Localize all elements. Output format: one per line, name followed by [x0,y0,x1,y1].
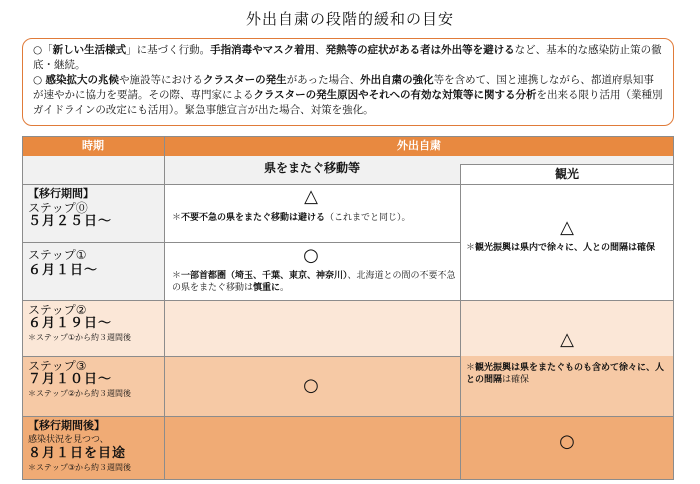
note-text: ○「 [33,44,53,56]
note-emphasis: 観光振興は県内で徐々に、人との間隔は確保 [475,243,656,253]
note-text: 」に基づく行動。 [126,44,211,56]
note-emphasis: 感染拡大の兆候 [45,74,119,86]
note-text: 。 [280,283,290,293]
note-emphasis: 不要不急の県をまたぐ移動は避ける [181,213,326,223]
note-text: ○ [33,74,46,86]
header-tourism: 観光 [554,167,579,181]
note-text: （これまでと同じ）。 [325,213,411,223]
period-note: ＊ステップ③から約３週間後 [28,463,132,472]
circle-symbol: ○ [303,245,319,266]
note-text: ＊ [172,271,182,281]
period-date: ６月１９日～ [28,316,113,331]
note-emphasis: 外出自粛の強化 [360,74,434,86]
period-date: ７月１０日～ [28,372,113,387]
note-emphasis: クラスターの発生原因やそれへの有効な対策等に関する分析 [253,89,537,101]
header-cross-pref: 県をまたぐ移動等 [263,161,360,175]
cross-step0-note [172,212,456,224]
period-step0 [22,184,164,242]
grid-line [164,136,165,480]
note-emphasis: 発熱等の症状がある者は外出等を避ける [325,44,515,56]
period-step2 [22,300,164,356]
guidelines-box [22,38,674,126]
note-emphasis: 慎重に [253,283,281,293]
note-text: 、 [315,44,326,56]
note-text: ＊ [466,243,476,253]
triangle-symbol: △ [560,329,574,350]
circle-symbol: ○ [303,375,319,396]
note-emphasis: 新しい生活様式 [52,44,127,56]
note-text: 、北海道との間の不要不急の県をまたぐ移動は [172,271,456,293]
note-text: や施設等における [119,74,203,86]
note-text: は確保 [502,375,530,385]
cross-step1-note [172,270,456,294]
triangle-symbol: △ [560,217,574,238]
guideline-basic [33,43,663,73]
grid-line [673,136,674,480]
page-title: 外出自粛の段階的緩和の目安 [245,10,454,28]
period-step3 [22,356,164,416]
tourism-step23-note [466,362,670,386]
note-text: 等を含めて、国と連携しながら、都道府県知事が速やかに協力を要請。その際、専門家による [33,74,654,101]
period-sub: 感染状況を見つつ、 [28,435,109,445]
period-step1 [22,242,164,300]
note-emphasis: 手指消毒やマスク着用 [210,44,316,56]
header-period: 時期 [22,136,164,156]
tourism-step01-note [466,242,670,254]
relaxation-table [22,136,674,480]
note-text: があった場合、 [286,74,361,86]
guideline-cluster [33,73,663,118]
period-note: ＊ステップ②から約３週間後 [28,389,132,398]
period-bracket: 【移行期間】 [28,187,94,200]
grid-line [460,164,674,165]
note-emphasis: 観光振興は県をまたぐものも含めて徐々に、人との間隔 [466,363,665,385]
note-text: ＊ [172,213,182,223]
period-after [22,416,164,480]
circle-symbol: ○ [559,431,575,452]
grid-line [22,136,674,137]
period-date: ５月２５日～ [28,214,113,229]
period-note: ＊ステップ①から約３週間後 [28,333,132,342]
grid-line [460,164,461,480]
period-step: ステップ② [28,303,87,317]
period-bracket: 【移行期間後】 [28,419,105,432]
note-emphasis: クラスターの発生 [203,74,287,86]
period-step: ステップ⓪ [28,201,88,215]
note-text: を出来る限り活用（業種別ガイドラインの改定にも活用）。緊急事態宣言が出た場合、対策を強化。 [33,89,663,116]
period-step: ステップ① [28,248,87,262]
note-text: など、基本的な感染防止策の徹底・継続。 [33,44,662,71]
note-text: ＊ [466,363,476,373]
period-date: ８月１日を目途 [28,446,127,461]
period-date: ６月１日～ [28,263,99,278]
triangle-symbol: △ [304,186,318,207]
note-emphasis: 一部首都圏（埼玉、千葉、東京、神奈川） [181,271,348,281]
period-step: ステップ③ [28,359,87,373]
header-outing: 外出自粛 [164,136,674,156]
